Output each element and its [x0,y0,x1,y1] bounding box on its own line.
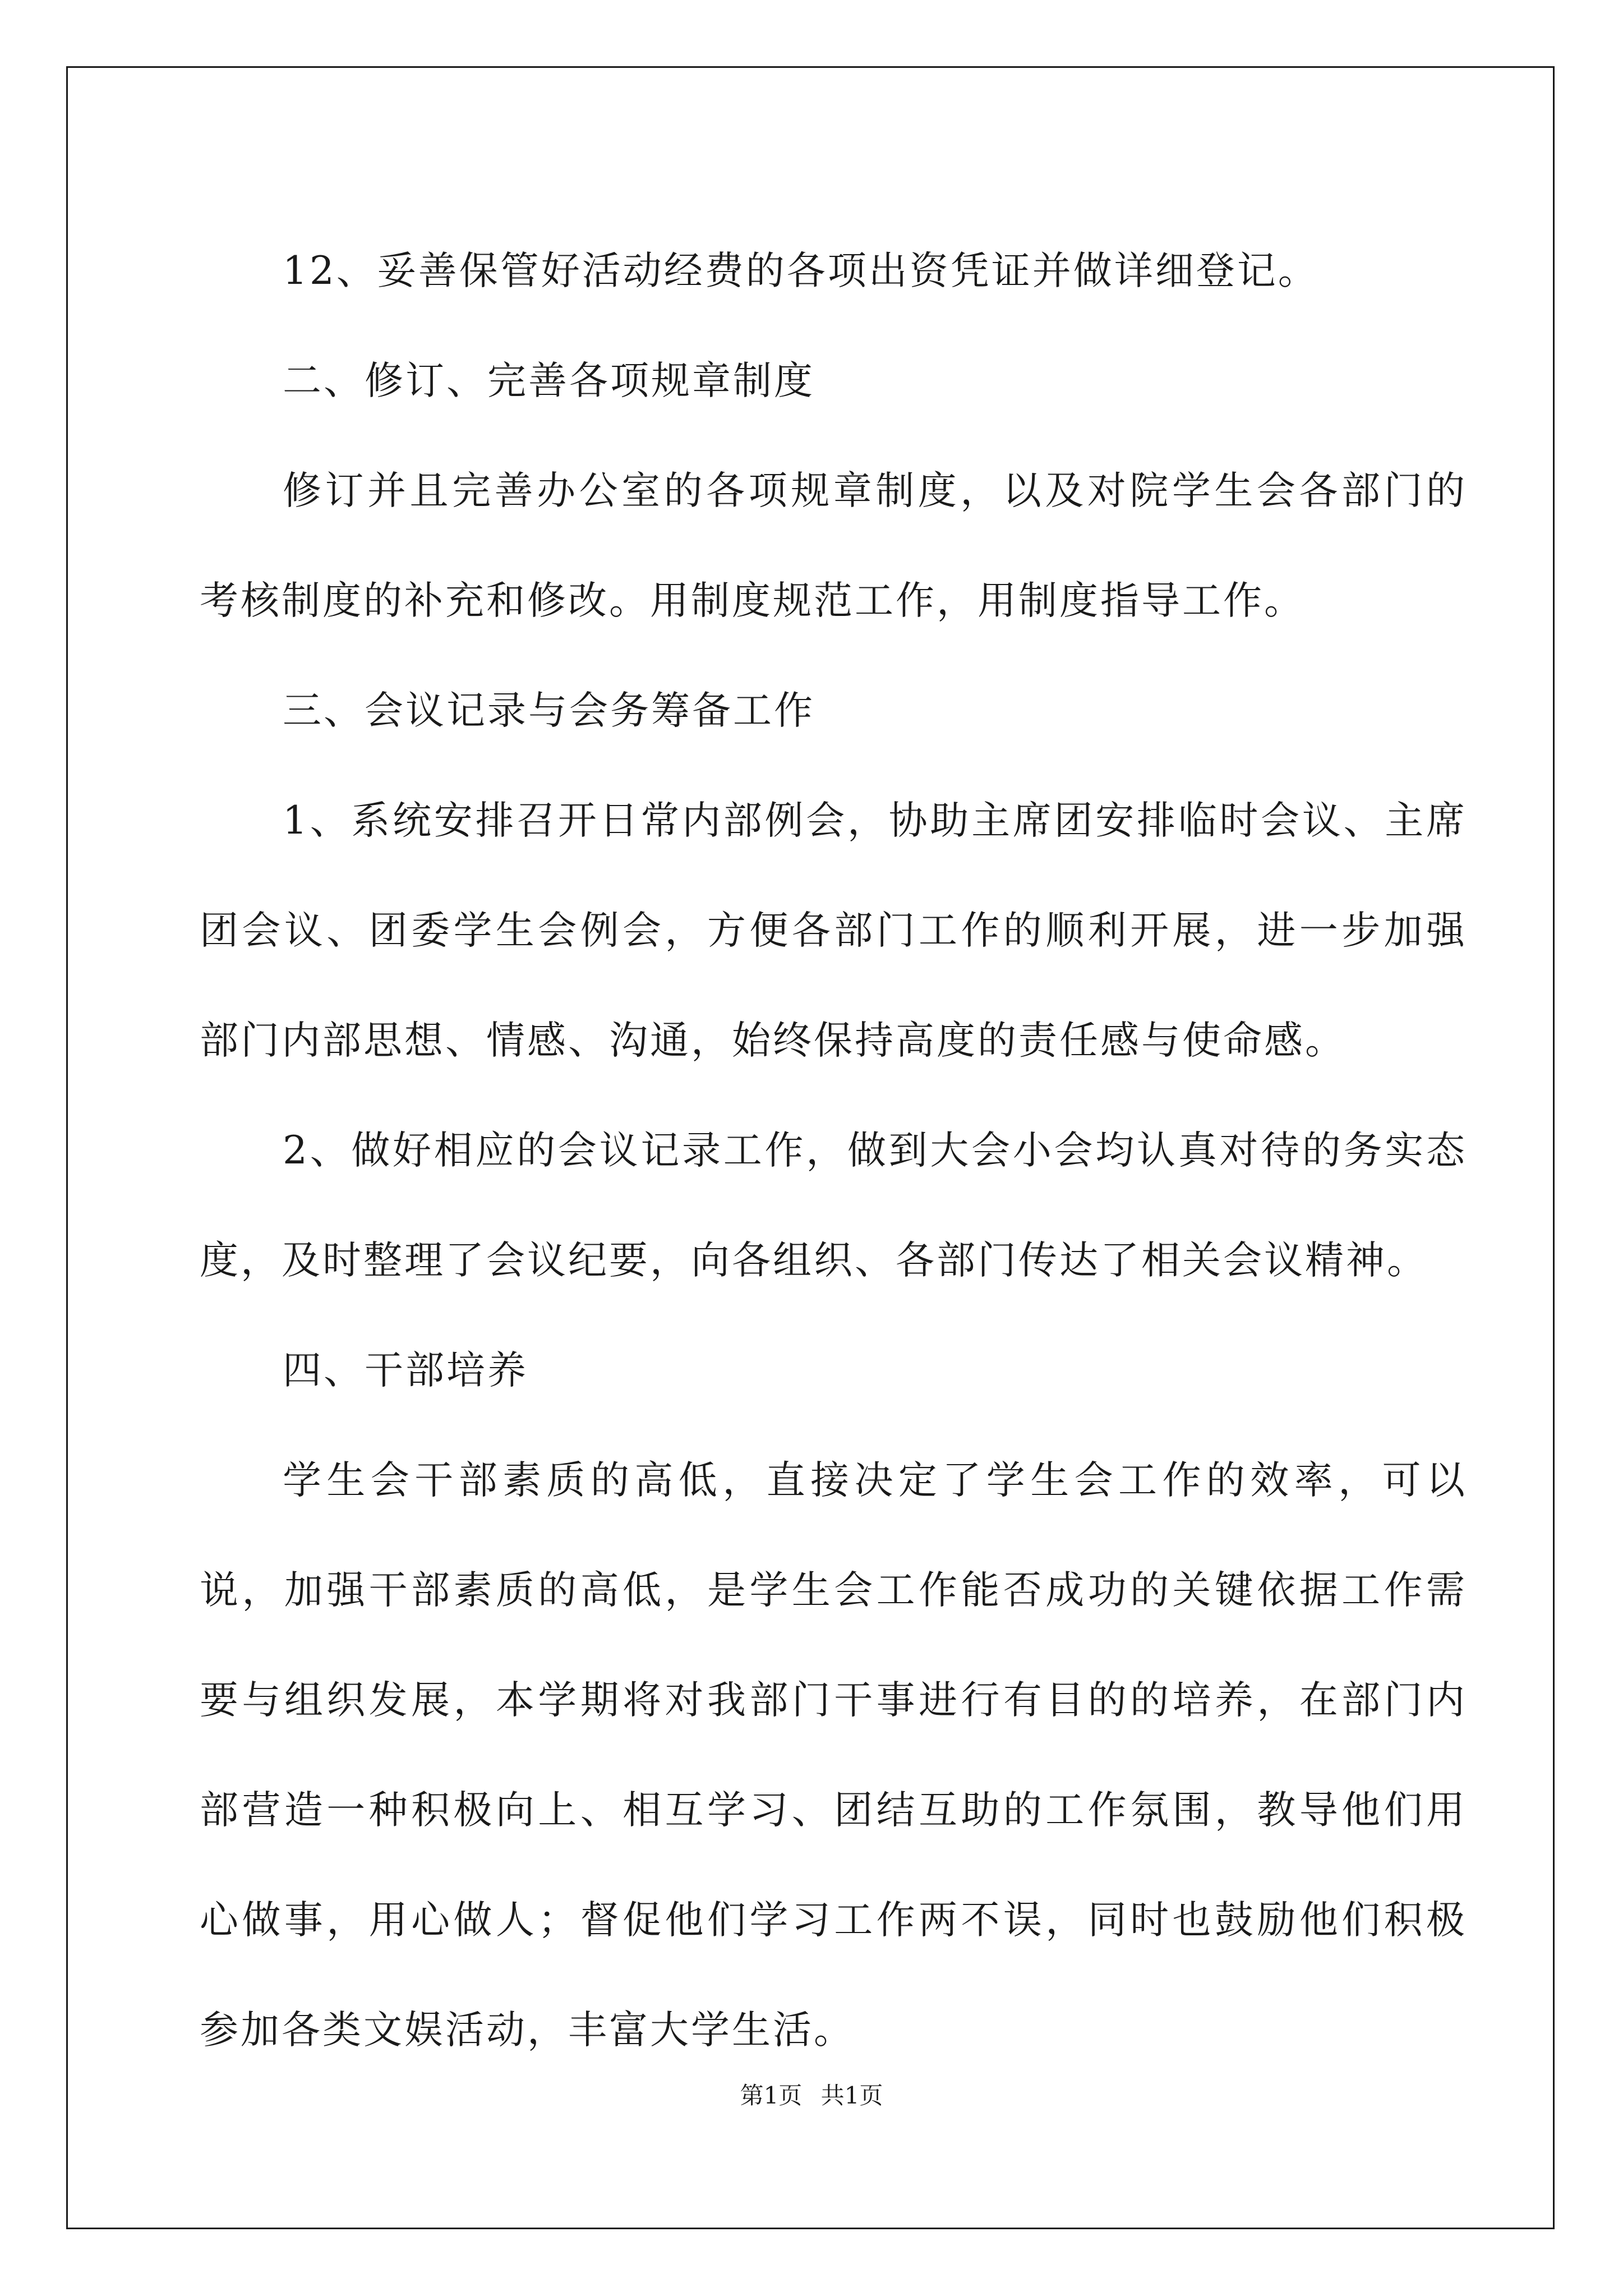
paragraph-item-12: 12、妥善保管好活动经费的各项出资凭证并做详细登记。 [283,249,1319,293]
paragraph-meetings-2: 2、做好相应的会议记录工作，做到大会小会均认真对待的务实态度，及时整理了会议纪要，向各组织、各部门传达了相关会议精神。 [200,1128,1467,1283]
paragraph-meetings-1: 1、系统安排召开日常内部例会，协助主席团安排临时会议、主席团会议、团委学生会例会，方便各部门工作的顺利开展，进一步加强部门内部思想、情感、沟通，始终保持高度的责任感与使命感。 [200,798,1467,1063]
page-total: 共1页 [820,2082,883,2109]
document-body [200,216,1467,2085]
section-heading-3: 三、会议记录与会务筹备工作 [283,688,815,733]
page-footer [0,2077,1623,2111]
section-heading-2: 二、修订、完善各项规章制度 [283,358,815,403]
page-number: 第1页 [740,2082,803,2109]
paragraph-cadre-training: 学生会干部素质的高低，直接决定了学生会工作的效率，可以说，加强干部素质的高低，是学生会工作能否成功的关键依据工作需要与组织发展，本学期将对我部门干事进行有目的的培养，在部门内部营造一种积极向上、相互学习、团结互助的工作氛围，教导他们用心做事，用心做人；督促他们学习工作两不误，同时也鼓励他们积极参加各类文娱活动，丰富大学生活。 [200,1458,1467,2053]
paragraph-regulations: 修订并且完善办公室的各项规章制度，以及对院学生会各部门的考核制度的补充和修改。用制度规范工作，用制度指导工作。 [200,468,1467,623]
section-heading-4: 四、干部培养 [283,1348,528,1393]
